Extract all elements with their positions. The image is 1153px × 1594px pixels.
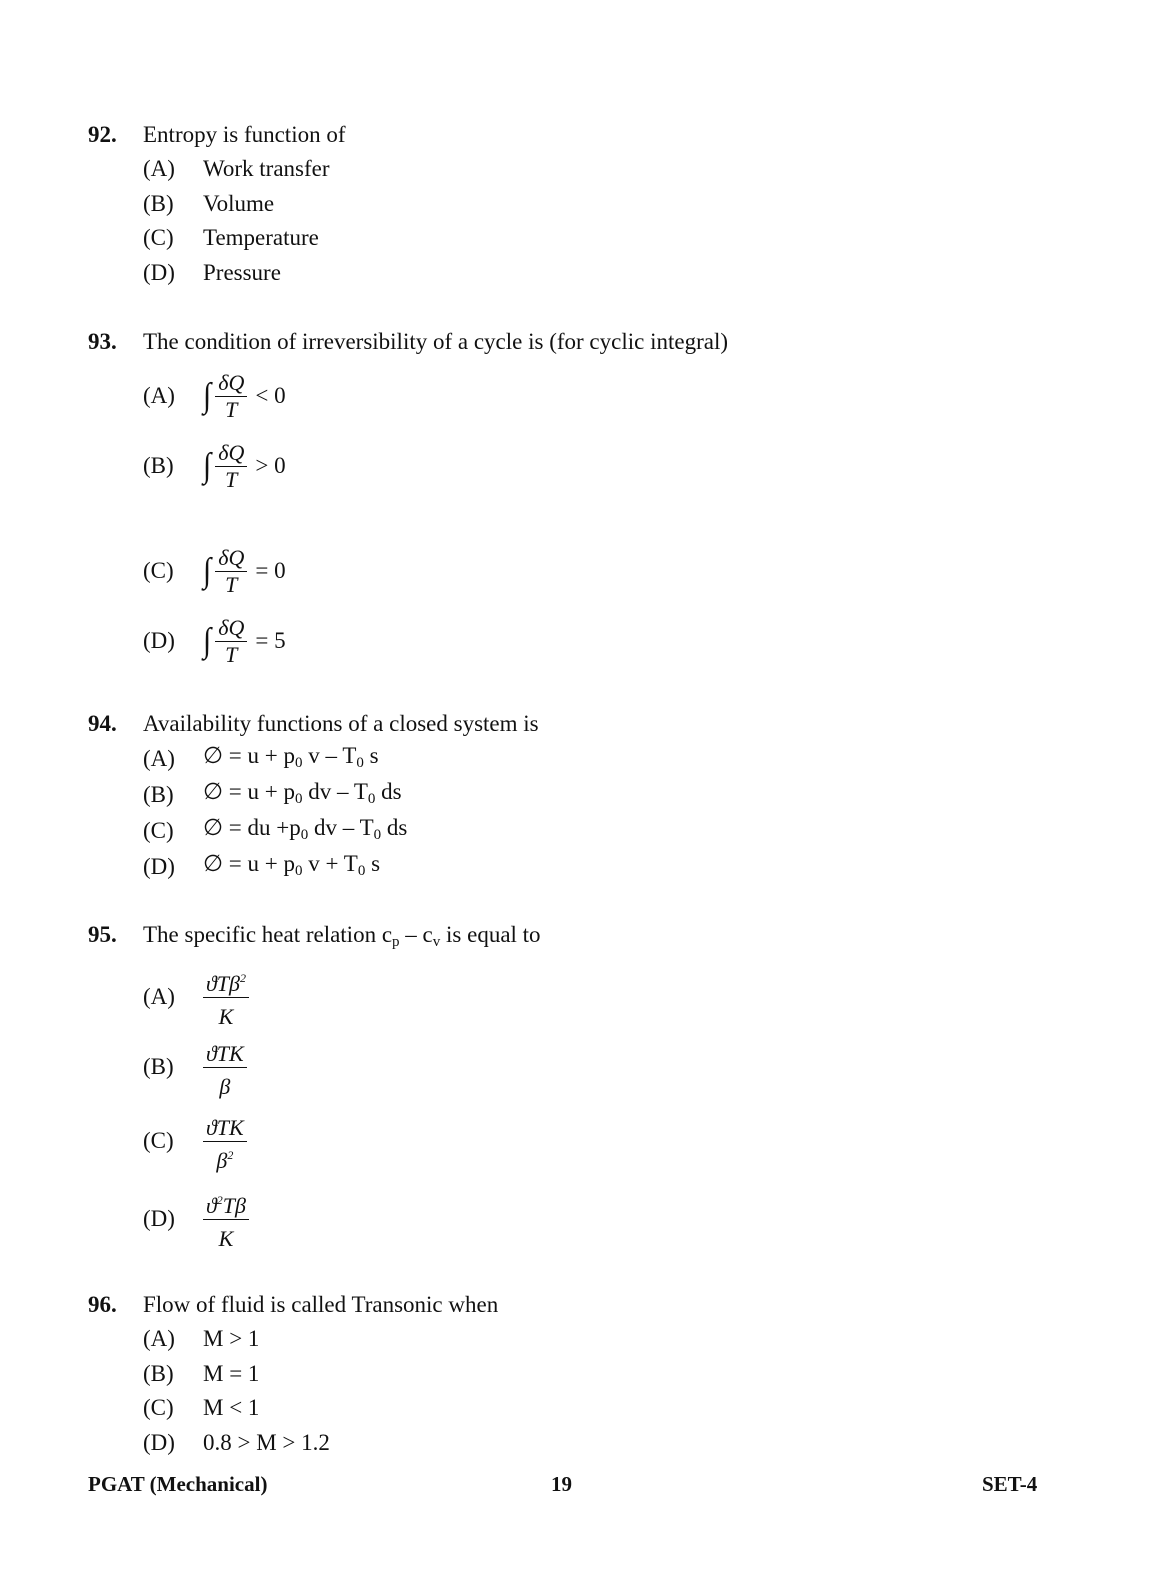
- question-93: [88, 325, 1088, 676]
- option-a: (A) Work transfer: [143, 156, 330, 181]
- option-b: (B) M = 1: [143, 1360, 260, 1386]
- option-c: (C) $\frac{\text{ϑTK}}{\beta^2}$: [143, 1106, 1088, 1176]
- question-text: Flow of fluid is called Transonic when: [143, 1292, 499, 1317]
- fraction: $\frac{\text{ϑTK}}{\beta^2}$: [203, 1109, 247, 1174]
- question-number: 92.: [88, 122, 117, 147]
- footer-set: SET-4: [982, 1472, 1038, 1496]
- integral-sign: ∫: [203, 551, 212, 590]
- integral-sign: ∫: [203, 446, 212, 485]
- integral-sign: ∫: [203, 621, 212, 660]
- option-a: (A) $\frac{ϑT\beta^2}{K}$: [143, 962, 1088, 1032]
- question-text: Entropy is function of: [143, 122, 346, 147]
- option-a: (A) ∫ $\frac{\delta Q}{T}$ < 0: [143, 369, 286, 422]
- fraction: $\frac{\delta Q}{T}$: [215, 370, 247, 423]
- option-d: (D) ∅ = $u + p_0$ $v + T_0$ s: [143, 850, 381, 879]
- fraction: $\frac{ϑT\beta^2}{K}$: [203, 965, 249, 1030]
- option-c: (C) ∫ $\frac{\delta Q}{T}$ = 0: [143, 544, 286, 597]
- option-d: (D) Pressure: [143, 259, 281, 285]
- option-c: (C) Temperature: [143, 225, 319, 250]
- option-b: (B) ∅ = $u + p_0$ dv – $T_0$ ds: [143, 778, 402, 807]
- option-a: (A) M > 1: [143, 1326, 260, 1351]
- question-95: [88, 918, 1088, 1254]
- question-92: [88, 118, 1088, 290]
- fraction: $\frac{ϑ^2T\beta}{K}$: [203, 1187, 249, 1252]
- question-94: [88, 707, 1088, 885]
- question-number: 95.: [88, 922, 117, 947]
- question-96: [88, 1288, 1088, 1460]
- option-d: (D) 0.8 > M > 1.2: [143, 1429, 330, 1455]
- option-c: (C) M < 1: [143, 1395, 260, 1420]
- fraction: $\frac{\delta Q}{T}$: [215, 545, 247, 598]
- option-a: (A) ∅ = $u + p_0$ v – $T_0$ s: [143, 742, 379, 771]
- footer-page-number: 19: [551, 1472, 572, 1496]
- fraction: $\frac{\text{ϑTK}}{\beta}$: [203, 1035, 247, 1100]
- question-number: 94.: [88, 711, 117, 736]
- option-b: (B) Volume: [143, 190, 275, 216]
- option-d: (D) ∫ $\frac{\delta Q}{T}$ = 5: [143, 614, 286, 667]
- question-text: The specific heat relation $c_p - c_v$ is equal to: [143, 922, 541, 950]
- question-number: 96.: [88, 1292, 117, 1317]
- option-d: (D) $\frac{ϑ^2T\beta}{K}$: [143, 1184, 1088, 1254]
- question-number: 93.: [88, 329, 117, 354]
- question-text: The condition of irreversibility of a cycle is (for cyclic integral): [143, 329, 728, 354]
- option-c: (C) ∅ = du $+p_0$ dv – $T_0$ ds: [143, 814, 408, 843]
- option-b: (B) $\frac{\text{ϑTK}}{\beta}$: [143, 1032, 1088, 1102]
- option-b: (B) ∫ $\frac{\delta Q}{T}$ > 0: [143, 439, 286, 492]
- fraction: $\frac{\delta Q}{T}$: [215, 615, 247, 668]
- question-text: Availability functions of a closed system is: [143, 711, 539, 736]
- footer-exam-name: PGAT (Mechanical): [88, 1472, 268, 1496]
- fraction: $\frac{\delta Q}{T}$: [215, 440, 247, 493]
- integral-sign: ∫: [203, 376, 212, 415]
